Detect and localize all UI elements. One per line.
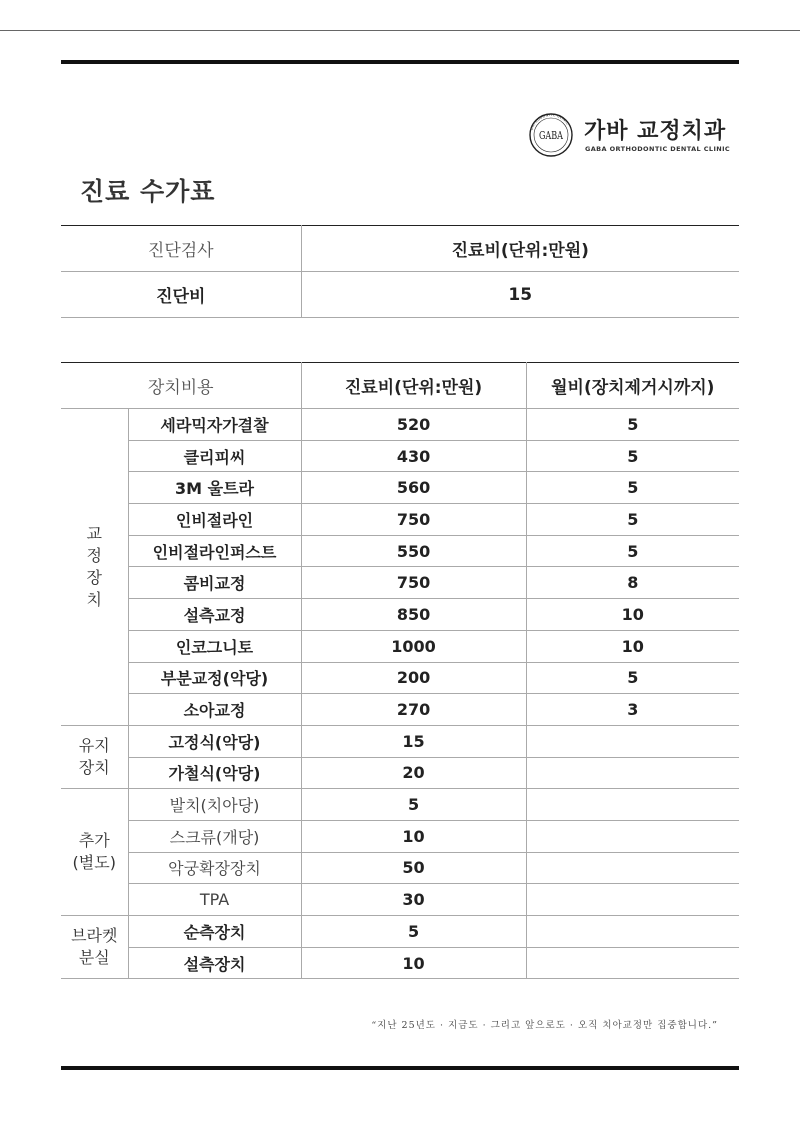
device-monthly	[526, 757, 739, 789]
device-item: 인비절라인	[128, 504, 301, 536]
table-row	[61, 725, 739, 757]
device-fee: 550	[301, 535, 526, 567]
diagnosis-header-row	[61, 226, 739, 272]
device-monthly: 5	[526, 504, 739, 536]
device-item: 설측장치	[128, 947, 301, 979]
device-item: 설측교정	[128, 599, 301, 631]
table-row	[61, 820, 739, 852]
top-rule	[61, 60, 739, 64]
device-group-label: 교 정 장 치	[61, 409, 128, 726]
device-fee: 520	[301, 409, 526, 441]
device-fee: 30	[301, 884, 526, 916]
clinic-subtitle: GABA ORTHODONTIC DENTAL CLINIC	[585, 145, 731, 153]
device-fee: 50	[301, 852, 526, 884]
device-monthly: 5	[526, 535, 739, 567]
device-fee: 10	[301, 947, 526, 979]
device-monthly: 5	[526, 662, 739, 694]
device-item: TPA	[128, 884, 301, 916]
device-item: 콤비교정	[128, 567, 301, 599]
logo-seal-letters: GABA	[539, 129, 564, 142]
table-row	[61, 440, 739, 472]
device-monthly: 5	[526, 409, 739, 441]
device-monthly	[526, 725, 739, 757]
table-row	[61, 884, 739, 916]
device-fee: 20	[301, 757, 526, 789]
logo-seal-icon	[528, 112, 574, 158]
device-fee: 750	[301, 504, 526, 536]
device-item: 악궁확장장치	[128, 852, 301, 884]
device-fee: 430	[301, 440, 526, 472]
table-row	[61, 567, 739, 599]
device-monthly: 5	[526, 440, 739, 472]
device-fee: 5	[301, 916, 526, 948]
table-row	[61, 852, 739, 884]
clinic-name: 가바 교정치과	[584, 119, 727, 144]
device-item: 세라믹자가결찰	[128, 409, 301, 441]
device-fee: 750	[301, 567, 526, 599]
device-header-row	[61, 363, 739, 409]
table-row	[61, 630, 739, 662]
device-monthly	[526, 947, 739, 979]
device-fee: 270	[301, 694, 526, 726]
device-monthly: 8	[526, 567, 739, 599]
table-row	[61, 757, 739, 789]
device-fee: 560	[301, 472, 526, 504]
table-row	[61, 504, 739, 536]
device-fee-table	[61, 362, 739, 979]
table-row	[61, 916, 739, 948]
table-row	[61, 272, 739, 318]
device-monthly: 10	[526, 599, 739, 631]
table-row	[61, 662, 739, 694]
diagnosis-fee: 15	[301, 272, 739, 318]
device-item: 순측장치	[128, 916, 301, 948]
device-fee: 1000	[301, 630, 526, 662]
table-row	[61, 472, 739, 504]
device-item: 인코그니토	[128, 630, 301, 662]
device-fee: 5	[301, 789, 526, 821]
logo-ring-text: ORTHODONTIC CLINIC	[529, 112, 570, 131]
device-fee: 850	[301, 599, 526, 631]
clinic-slogan: “지난 25년도 · 지금도 · 그리고 앞으로도 · 오직 치아교정만 집중합니다.”	[371, 1020, 718, 1031]
device-header-fee: 진료비(단위:만원)	[301, 363, 526, 409]
page-title: 진료 수가표	[80, 177, 216, 206]
table-row	[61, 409, 739, 441]
device-monthly	[526, 884, 739, 916]
device-item: 인비절라인퍼스트	[128, 535, 301, 567]
device-item: 클리피씨	[128, 440, 301, 472]
table-row	[61, 599, 739, 631]
device-fee: 200	[301, 662, 526, 694]
diagnosis-item: 진단비	[61, 272, 301, 318]
device-monthly	[526, 852, 739, 884]
diagnosis-fee-table	[61, 225, 739, 318]
device-monthly: 10	[526, 630, 739, 662]
device-monthly	[526, 789, 739, 821]
device-item: 스크류(개당)	[128, 820, 301, 852]
device-item: 발치(치아당)	[128, 789, 301, 821]
device-item: 고정식(악당)	[128, 725, 301, 757]
device-monthly: 3	[526, 694, 739, 726]
clinic-logo	[528, 112, 740, 162]
device-item: 가철식(악당)	[128, 757, 301, 789]
device-item: 3M 울트라	[128, 472, 301, 504]
table-row	[61, 947, 739, 979]
device-group-label: 추가 (별도)	[61, 789, 128, 916]
table-row	[61, 535, 739, 567]
device-monthly: 5	[526, 472, 739, 504]
device-header-monthly: 월비(장치제거시까지)	[526, 363, 739, 409]
diagnosis-header-fee: 진료비(단위:만원)	[301, 226, 739, 272]
page-top-border	[0, 30, 800, 31]
device-item: 부분교정(악당)	[128, 662, 301, 694]
device-fee: 10	[301, 820, 526, 852]
device-monthly	[526, 820, 739, 852]
device-fee: 15	[301, 725, 526, 757]
device-item: 소아교정	[128, 694, 301, 726]
diagnosis-header-item: 진단검사	[61, 226, 301, 272]
bottom-rule	[61, 1066, 739, 1070]
device-monthly	[526, 916, 739, 948]
device-group-label: 브라켓 분실	[61, 916, 128, 979]
device-group-label: 유지 장치	[61, 725, 128, 788]
table-row	[61, 789, 739, 821]
table-row	[61, 694, 739, 726]
device-header-item: 장치비용	[61, 363, 301, 409]
